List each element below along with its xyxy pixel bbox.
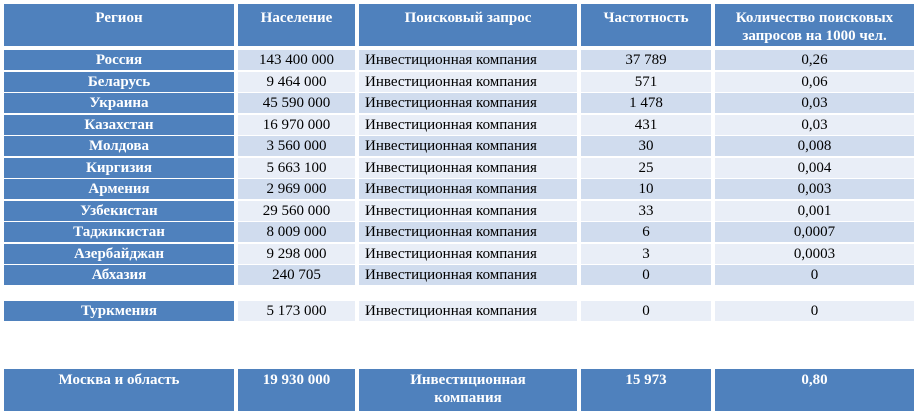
cell-region: Армения bbox=[4, 179, 234, 199]
cell-frequency: 6 bbox=[581, 222, 711, 242]
cell-per1000: 0,26 bbox=[715, 50, 914, 70]
cell-population: 19 930 000 bbox=[238, 369, 355, 411]
table-row bbox=[4, 93, 914, 113]
cell-per1000: 0,0003 bbox=[715, 244, 914, 264]
cell-query: Инвестиционная компания bbox=[359, 179, 577, 199]
cell-population: 29 560 000 bbox=[238, 201, 355, 221]
cell-per1000: 0,004 bbox=[715, 158, 914, 178]
cell-population: 5 663 100 bbox=[238, 158, 355, 178]
header-query: Поисковый запрос bbox=[359, 4, 577, 46]
cell-query: Инвестиционная компания bbox=[359, 72, 577, 92]
cell-region: Украина bbox=[4, 93, 234, 113]
cell-population: 16 970 000 bbox=[238, 115, 355, 135]
cell-frequency: 30 bbox=[581, 136, 711, 156]
table-row-turkmenia bbox=[4, 301, 914, 321]
cell-region: Молдова bbox=[4, 136, 234, 156]
cell-per1000: 0,0007 bbox=[715, 222, 914, 242]
cell-query: Инвестиционная компания bbox=[359, 244, 577, 264]
cell-query: Инвестиционная компания bbox=[359, 115, 577, 135]
cell-per1000: 0,008 bbox=[715, 136, 914, 156]
header-per1000-line2: запросов на 1000 чел. bbox=[742, 28, 887, 44]
cell-region: Азербайджан bbox=[4, 244, 234, 264]
cell-frequency: 33 bbox=[581, 201, 711, 221]
header-per1000-line1: Количество поисковых bbox=[735, 10, 894, 26]
cell-population: 9 298 000 bbox=[238, 244, 355, 264]
cell-query-line2: компания bbox=[434, 390, 502, 406]
cell-frequency: 15 973 bbox=[581, 369, 711, 411]
table-row bbox=[4, 50, 914, 70]
cell-population: 9 464 000 bbox=[238, 72, 355, 92]
table-row bbox=[4, 115, 914, 135]
cell-per1000: 0,03 bbox=[715, 115, 914, 135]
cell-frequency: 3 bbox=[581, 244, 711, 264]
cell-query bbox=[359, 369, 577, 411]
header-per1000 bbox=[715, 4, 914, 46]
cell-query: Инвестиционная компания bbox=[359, 93, 577, 113]
cell-population: 240 705 bbox=[238, 265, 355, 285]
cell-frequency: 0 bbox=[581, 265, 711, 285]
cell-per1000: 0,001 bbox=[715, 201, 914, 221]
header-row bbox=[4, 4, 914, 46]
cell-frequency: 1 478 bbox=[581, 93, 711, 113]
cell-per1000: 0,80 bbox=[715, 369, 914, 411]
header-region: Регион bbox=[4, 4, 234, 46]
cell-per1000: 0,003 bbox=[715, 179, 914, 199]
cell-region: Киргизия bbox=[4, 158, 234, 178]
table-row bbox=[4, 201, 914, 221]
cell-population: 2 969 000 bbox=[238, 179, 355, 199]
cell-region: Абхазия bbox=[4, 265, 234, 285]
cell-region: Узбекистан bbox=[4, 201, 234, 221]
table-row bbox=[4, 244, 914, 264]
table-row bbox=[4, 72, 914, 92]
cell-query: Инвестиционная компания bbox=[359, 265, 577, 285]
cell-frequency: 25 bbox=[581, 158, 711, 178]
table-row bbox=[4, 179, 914, 199]
cell-query: Инвестиционная компания bbox=[359, 158, 577, 178]
header-population: Население bbox=[238, 4, 355, 46]
cell-query-line1: Инвестиционная bbox=[410, 372, 526, 388]
cell-region: Таджикистан bbox=[4, 222, 234, 242]
cell-frequency: 0 bbox=[581, 301, 711, 321]
cell-query: Инвестиционная компания bbox=[359, 136, 577, 156]
cell-per1000: 0 bbox=[715, 265, 914, 285]
cell-region: Россия bbox=[4, 50, 234, 70]
cell-population: 143 400 000 bbox=[238, 50, 355, 70]
cell-frequency: 10 bbox=[581, 179, 711, 199]
cell-population: 5 173 000 bbox=[238, 301, 355, 321]
cell-region: Туркмения bbox=[4, 301, 234, 321]
cell-population: 3 560 000 bbox=[238, 136, 355, 156]
table-row bbox=[4, 265, 914, 285]
table-row-moscow bbox=[4, 369, 914, 411]
cell-region: Москва и область bbox=[4, 369, 234, 411]
cell-query: Инвестиционная компания bbox=[359, 50, 577, 70]
table-row bbox=[4, 158, 914, 178]
cell-population: 45 590 000 bbox=[238, 93, 355, 113]
cell-per1000: 0,06 bbox=[715, 72, 914, 92]
cell-query: Инвестиционная компания bbox=[359, 201, 577, 221]
cell-query: Инвестиционная компания bbox=[359, 222, 577, 242]
cell-region: Беларусь bbox=[4, 72, 234, 92]
cell-population: 8 009 000 bbox=[238, 222, 355, 242]
header-frequency: Частотность bbox=[581, 4, 711, 46]
cell-region: Казахстан bbox=[4, 115, 234, 135]
table-row bbox=[4, 222, 914, 242]
cell-per1000: 0,03 bbox=[715, 93, 914, 113]
cell-query: Инвестиционная компания bbox=[359, 301, 577, 321]
cell-frequency: 571 bbox=[581, 72, 711, 92]
table-row bbox=[4, 136, 914, 156]
cell-frequency: 37 789 bbox=[581, 50, 711, 70]
cell-per1000: 0 bbox=[715, 301, 914, 321]
cell-frequency: 431 bbox=[581, 115, 711, 135]
